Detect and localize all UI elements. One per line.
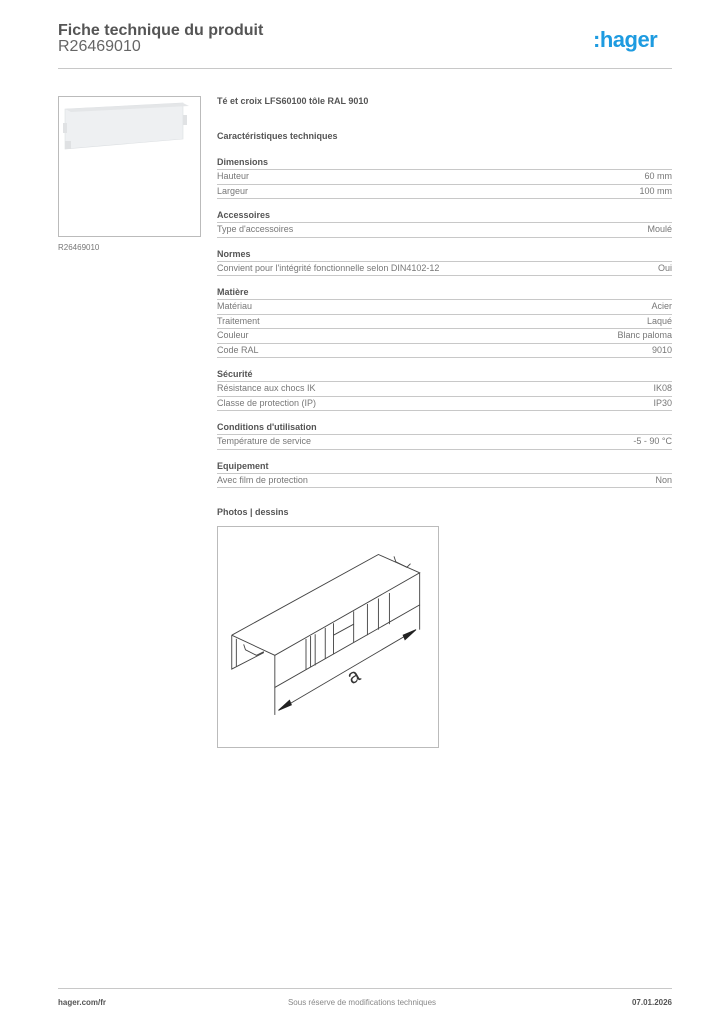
spec-row bbox=[217, 344, 672, 359]
footer-divider bbox=[58, 988, 672, 989]
spec-row bbox=[217, 262, 672, 277]
spec-value: -5 - 90 °C bbox=[633, 436, 672, 446]
spec-value: Laqué bbox=[646, 315, 672, 326]
spec-group-conditions bbox=[217, 421, 672, 450]
group-title: Dimensions bbox=[217, 156, 672, 170]
hager-logo: :hager bbox=[593, 27, 658, 52]
spec-label: Traitement bbox=[217, 315, 260, 326]
spec-label: Température de service bbox=[217, 436, 312, 446]
spec-row bbox=[217, 315, 672, 330]
group-title: Equipement bbox=[217, 460, 672, 474]
spec-group-securite bbox=[217, 368, 672, 411]
header-divider bbox=[58, 68, 672, 69]
spec-row bbox=[217, 397, 672, 412]
spec-value: 60 mm bbox=[644, 171, 672, 181]
spec-label: Classe de protection (IP) bbox=[217, 397, 317, 408]
spec-value: Blanc paloma bbox=[617, 330, 672, 340]
dimension-label: a bbox=[343, 664, 365, 689]
spec-label: Code RAL bbox=[217, 344, 259, 355]
spec-row bbox=[217, 170, 672, 185]
spec-row bbox=[217, 223, 672, 238]
spec-label: Résistance aux chocs IK bbox=[217, 383, 316, 393]
spec-group-matiere bbox=[217, 286, 672, 358]
spec-label: Convient pour l'intégrité fonctionnelle selon DIN4102-12 bbox=[217, 262, 440, 273]
spec-row bbox=[217, 474, 672, 489]
spec-group-dimensions bbox=[217, 156, 672, 199]
spec-value: Oui bbox=[657, 262, 672, 273]
spec-label: Hauteur bbox=[217, 171, 250, 181]
group-title: Normes bbox=[217, 248, 672, 262]
thumbnail-caption: R26469010 bbox=[58, 243, 100, 252]
footer-disclaimer: Sous réserve de modifications techniques bbox=[287, 998, 437, 1007]
spec-row bbox=[217, 329, 672, 344]
group-title: Matière bbox=[217, 286, 672, 300]
group-title: Accessoires bbox=[217, 209, 672, 223]
technical-drawing bbox=[217, 526, 439, 748]
spec-value: Acier bbox=[651, 301, 672, 311]
spec-value: Moulé bbox=[647, 224, 672, 234]
spec-group-accessoires bbox=[217, 209, 672, 238]
spec-row bbox=[217, 300, 672, 315]
spec-value: Non bbox=[655, 474, 672, 485]
spec-row bbox=[217, 435, 672, 450]
footer-website-link[interactable]: hager.com/fr bbox=[58, 998, 107, 1007]
spec-label: Avec film de protection bbox=[217, 474, 308, 485]
photos-title: Photos | dessins bbox=[217, 507, 289, 517]
spec-value: 100 mm bbox=[639, 185, 672, 196]
spec-row bbox=[217, 185, 672, 200]
spec-label: Couleur bbox=[217, 330, 249, 340]
footer-date: 07.01.2026 bbox=[631, 998, 672, 1007]
product-image-icon bbox=[59, 97, 200, 236]
group-title: Sécurité bbox=[217, 368, 672, 382]
spec-value: IP30 bbox=[653, 397, 672, 408]
technical-drawing-icon bbox=[218, 527, 438, 747]
spec-value: 9010 bbox=[651, 344, 672, 355]
product-reference: R26469010 bbox=[58, 38, 141, 55]
spec-group-equipement bbox=[217, 460, 672, 489]
spec-group-normes bbox=[217, 248, 672, 277]
group-title: Conditions d'utilisation bbox=[217, 421, 672, 435]
spec-row bbox=[217, 382, 672, 397]
product-thumbnail bbox=[58, 96, 201, 237]
spec-label: Type d'accessoires bbox=[217, 224, 294, 234]
product-title: Té et croix LFS60100 tôle RAL 9010 bbox=[217, 96, 369, 106]
spec-label: Largeur bbox=[217, 185, 249, 196]
spec-content bbox=[217, 96, 672, 498]
section-title: Caractéristiques techniques bbox=[217, 131, 338, 141]
spec-label: Matériau bbox=[217, 301, 253, 311]
spec-value: IK08 bbox=[653, 383, 672, 393]
page-title: Fiche technique du produit bbox=[58, 22, 264, 39]
